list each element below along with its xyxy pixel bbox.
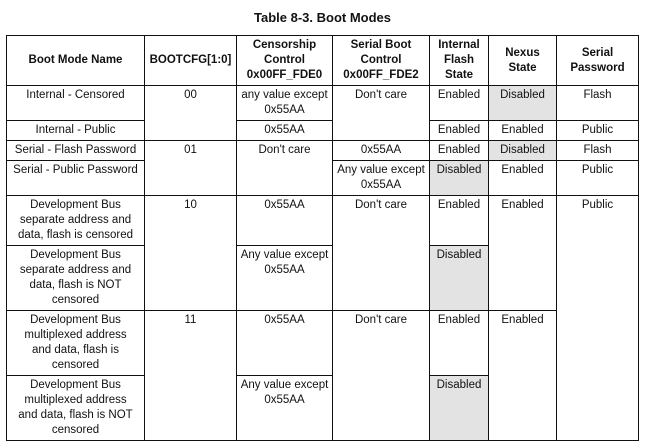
cell-line: multiplexed address (24, 394, 127, 406)
serial-boot-cell: Don't care (333, 86, 430, 141)
flash-state-cell: Enabled (430, 86, 489, 121)
nexus-state-cell: Enabled (489, 311, 557, 441)
header-line: Serial Boot (350, 39, 412, 51)
serial-boot-cell: Don't care (333, 196, 430, 311)
flash-state-cell: Enabled (430, 141, 489, 161)
nexus-state-cell: Enabled (489, 161, 557, 196)
nexus-state-cell: Enabled (489, 121, 557, 141)
cell-line: multiplexed address (24, 329, 127, 341)
cell-line: 0x55AA (264, 394, 305, 406)
flash-state-cell: Disabled (430, 161, 489, 196)
header-line: State (508, 61, 537, 74)
flash-state-cell: Disabled (430, 376, 489, 441)
cell-line: 0x55AA (264, 104, 305, 116)
serial-password-cell: Public (557, 196, 639, 441)
nexus-state-cell: Disabled (489, 141, 557, 161)
cell-line: Development Bus (30, 249, 121, 261)
boot-mode-name-cell: Internal - Public (7, 121, 145, 141)
boot-mode-name-cell (7, 246, 145, 311)
table-row (7, 86, 639, 121)
censorship-cell: 0x55AA (237, 311, 333, 376)
header-line: Censorship (252, 39, 317, 51)
nexus-state-cell: Disabled (489, 86, 557, 121)
header-row (7, 36, 639, 86)
bootcfg-cell: 01 (145, 141, 237, 196)
header-line: Flash (443, 54, 475, 66)
serial-password-cell: Flash (557, 141, 639, 161)
nexus-state-cell: Enabled (489, 196, 557, 311)
table-row (7, 311, 639, 376)
boot-mode-name-cell (7, 196, 145, 246)
boot-mode-name-cell (7, 376, 145, 441)
boot-mode-name-cell (7, 311, 145, 376)
header-censorship-control (237, 36, 333, 86)
cell-line: Any value except (337, 164, 425, 176)
cell-line: and data, flash is NOT (18, 409, 133, 421)
header-nexus-state (489, 36, 557, 86)
header-line: 0x00FF_FDE2 (343, 69, 419, 81)
flash-state-cell: Disabled (430, 246, 489, 311)
table-title: Table 8-3. Boot Modes (254, 10, 391, 25)
censorship-cell (237, 246, 333, 311)
cell-line: Development Bus (30, 314, 121, 326)
cell-line: censored (51, 424, 100, 436)
header-line: Serial (581, 46, 614, 59)
boot-modes-table (6, 35, 639, 441)
cell-line: separate address and (19, 214, 132, 226)
censorship-cell (237, 376, 333, 441)
censorship-cell (237, 86, 333, 121)
cell-line: and data, flash is (32, 344, 119, 356)
censorship-cell: Don't care (237, 141, 333, 196)
flash-state-cell: Enabled (430, 121, 489, 141)
cell-line: Any value except (240, 379, 329, 391)
censorship-cell: 0x55AA (237, 121, 333, 141)
censorship-cell: 0x55AA (237, 196, 333, 246)
cell-line: 0x55AA (264, 264, 305, 276)
header-line: State (444, 69, 474, 81)
flash-state-cell: Enabled (430, 196, 489, 246)
cell-line: data, flash is censored (17, 229, 134, 241)
header-line: Control (264, 54, 305, 66)
serial-password-cell: Flash (557, 86, 639, 121)
serial-boot-cell: Don't care (333, 311, 430, 441)
cell-line: any value except (241, 89, 328, 101)
header-line: Control (360, 54, 402, 66)
boot-mode-name-cell: Internal - Censored (7, 86, 145, 121)
header-serial-boot-control (333, 36, 430, 86)
cell-line: Development Bus (30, 379, 121, 391)
flash-state-cell: Enabled (430, 311, 489, 376)
cell-line: data, flash is NOT (29, 279, 122, 291)
boot-mode-name-cell: Serial - Public Password (7, 161, 145, 196)
cell-line: censored (51, 359, 100, 371)
cell-line: 0x55AA (360, 179, 402, 191)
serial-boot-cell (333, 161, 430, 196)
cell-line: censored (51, 294, 100, 306)
header-boot-mode-name: Boot Mode Name (7, 36, 145, 86)
header-line: Nexus (505, 46, 540, 59)
serial-password-cell: Public (557, 161, 639, 196)
header-line: Internal (438, 39, 480, 51)
table-row (7, 196, 639, 246)
serial-boot-cell: 0x55AA (333, 141, 430, 161)
table-row (7, 141, 639, 161)
table-row (7, 121, 639, 141)
cell-line: separate address and (19, 264, 132, 276)
header-serial-password (557, 36, 639, 86)
serial-password-cell: Public (557, 121, 639, 141)
header-line: 0x00FF_FDE0 (246, 69, 323, 81)
header-bootcfg: BOOTCFG[1:0] (145, 36, 237, 86)
cell-line: Development Bus (30, 199, 121, 211)
bootcfg-cell: 11 (145, 311, 237, 441)
bootcfg-cell: 00 (145, 86, 237, 141)
cell-line: Any value except (240, 249, 329, 261)
boot-mode-name-cell: Serial - Flash Password (7, 141, 145, 161)
header-internal-flash-state (430, 36, 489, 86)
bootcfg-cell: 10 (145, 196, 237, 311)
header-line: Password (570, 61, 625, 74)
